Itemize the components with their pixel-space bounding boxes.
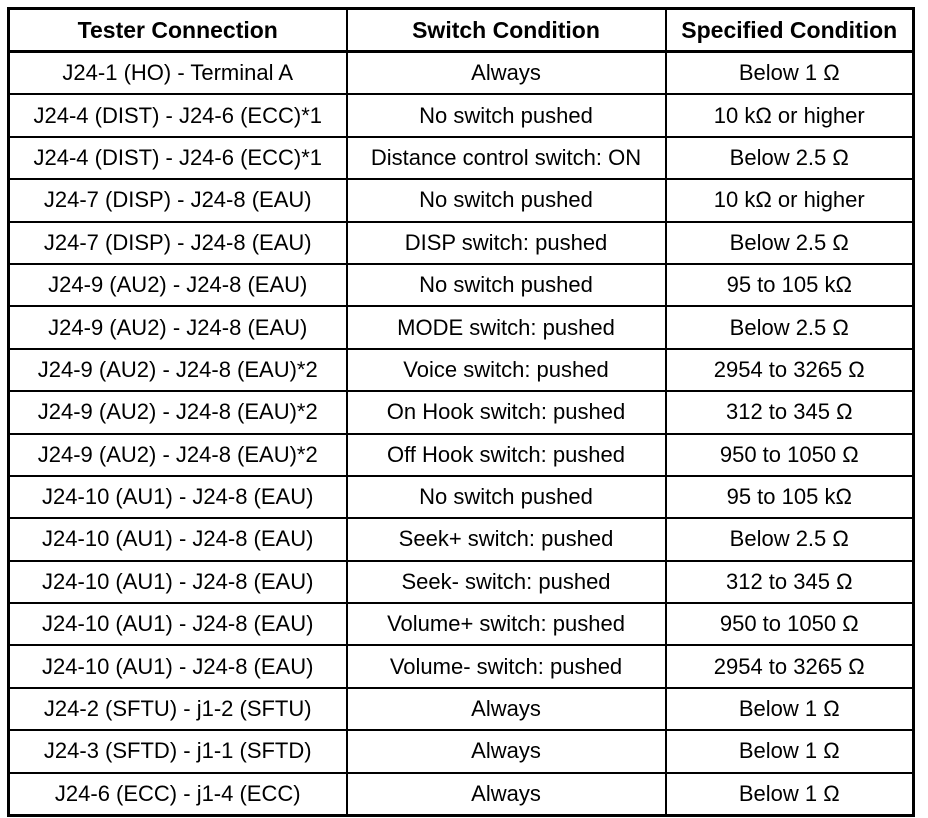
specified-condition-cell: Below 1 Ω (666, 773, 914, 816)
table-row (9, 561, 914, 603)
switch-condition-cell: Seek- switch: pushed (347, 561, 666, 603)
tester-connection-cell: J24-10 (AU1) - J24-8 (EAU) (9, 603, 347, 645)
switch-condition-cell: Distance control switch: ON (347, 137, 666, 179)
specified-condition-cell: Below 2.5 Ω (666, 518, 914, 560)
specified-condition-cell: 950 to 1050 Ω (666, 434, 914, 476)
switch-condition-cell: No switch pushed (347, 264, 666, 306)
specified-condition-cell: Below 1 Ω (666, 688, 914, 730)
tester-connection-cell: J24-2 (SFTU) - j1-2 (SFTU) (9, 688, 347, 730)
switch-condition-cell: On Hook switch: pushed (347, 391, 666, 433)
table-row (9, 222, 914, 264)
switch-condition-cell: Seek+ switch: pushed (347, 518, 666, 560)
specified-condition-cell: 312 to 345 Ω (666, 391, 914, 433)
table-row (9, 603, 914, 645)
tester-connection-cell: J24-9 (AU2) - J24-8 (EAU)*2 (9, 391, 347, 433)
table-row (9, 94, 914, 136)
specified-condition-cell: 2954 to 3265 Ω (666, 645, 914, 687)
specified-condition-cell: 10 kΩ or higher (666, 179, 914, 221)
specified-condition-cell: Below 2.5 Ω (666, 137, 914, 179)
tester-connection-cell: J24-10 (AU1) - J24-8 (EAU) (9, 476, 347, 518)
table-row (9, 773, 914, 816)
table-row (9, 349, 914, 391)
table-row (9, 476, 914, 518)
switch-condition-cell: No switch pushed (347, 94, 666, 136)
switch-condition-cell: No switch pushed (347, 476, 666, 518)
tester-connection-cell: J24-10 (AU1) - J24-8 (EAU) (9, 561, 347, 603)
table-row (9, 137, 914, 179)
specified-condition-cell: 95 to 105 kΩ (666, 476, 914, 518)
specified-condition-cell: 2954 to 3265 Ω (666, 349, 914, 391)
spec-table-container (7, 7, 915, 817)
switch-condition-cell: MODE switch: pushed (347, 306, 666, 348)
switch-condition-cell: Always (347, 730, 666, 772)
specified-condition-cell: Below 2.5 Ω (666, 222, 914, 264)
table-row (9, 52, 914, 95)
specified-condition-cell: Below 2.5 Ω (666, 306, 914, 348)
table-row (9, 518, 914, 560)
table-row (9, 179, 914, 221)
tester-connection-cell: J24-4 (DIST) - J24-6 (ECC)*1 (9, 137, 347, 179)
table-row (9, 434, 914, 476)
specified-condition-cell: 950 to 1050 Ω (666, 603, 914, 645)
switch-condition-cell: Always (347, 688, 666, 730)
tester-connection-cell: J24-10 (AU1) - J24-8 (EAU) (9, 645, 347, 687)
switch-condition-cell: Always (347, 52, 666, 95)
resistance-spec-table (7, 7, 915, 817)
table-row (9, 730, 914, 772)
tester-connection-cell: J24-6 (ECC) - j1-4 (ECC) (9, 773, 347, 816)
specified-condition-cell: 95 to 105 kΩ (666, 264, 914, 306)
tester-connection-cell: J24-9 (AU2) - J24-8 (EAU)*2 (9, 349, 347, 391)
tester-connection-cell: J24-9 (AU2) - J24-8 (EAU) (9, 264, 347, 306)
tester-connection-cell: J24-3 (SFTD) - j1-1 (SFTD) (9, 730, 347, 772)
header-switch-condition: Switch Condition (347, 9, 666, 52)
table-row (9, 645, 914, 687)
header-specified-condition: Specified Condition (666, 9, 914, 52)
switch-condition-cell: Off Hook switch: pushed (347, 434, 666, 476)
specified-condition-cell: 312 to 345 Ω (666, 561, 914, 603)
specified-condition-cell: Below 1 Ω (666, 730, 914, 772)
specified-condition-cell: 10 kΩ or higher (666, 94, 914, 136)
tester-connection-cell: J24-9 (AU2) - J24-8 (EAU)*2 (9, 434, 347, 476)
switch-condition-cell: DISP switch: pushed (347, 222, 666, 264)
table-row (9, 264, 914, 306)
table-row (9, 688, 914, 730)
table-row (9, 306, 914, 348)
table-row (9, 391, 914, 433)
tester-connection-cell: J24-7 (DISP) - J24-8 (EAU) (9, 179, 347, 221)
switch-condition-cell: Volume+ switch: pushed (347, 603, 666, 645)
tester-connection-cell: J24-10 (AU1) - J24-8 (EAU) (9, 518, 347, 560)
header-tester-connection: Tester Connection (9, 9, 347, 52)
specified-condition-cell: Below 1 Ω (666, 52, 914, 95)
tester-connection-cell: J24-1 (HO) - Terminal A (9, 52, 347, 95)
switch-condition-cell: Always (347, 773, 666, 816)
tester-connection-cell: J24-7 (DISP) - J24-8 (EAU) (9, 222, 347, 264)
switch-condition-cell: Volume- switch: pushed (347, 645, 666, 687)
table-header-row (9, 9, 914, 52)
switch-condition-cell: No switch pushed (347, 179, 666, 221)
tester-connection-cell: J24-4 (DIST) - J24-6 (ECC)*1 (9, 94, 347, 136)
tester-connection-cell: J24-9 (AU2) - J24-8 (EAU) (9, 306, 347, 348)
switch-condition-cell: Voice switch: pushed (347, 349, 666, 391)
